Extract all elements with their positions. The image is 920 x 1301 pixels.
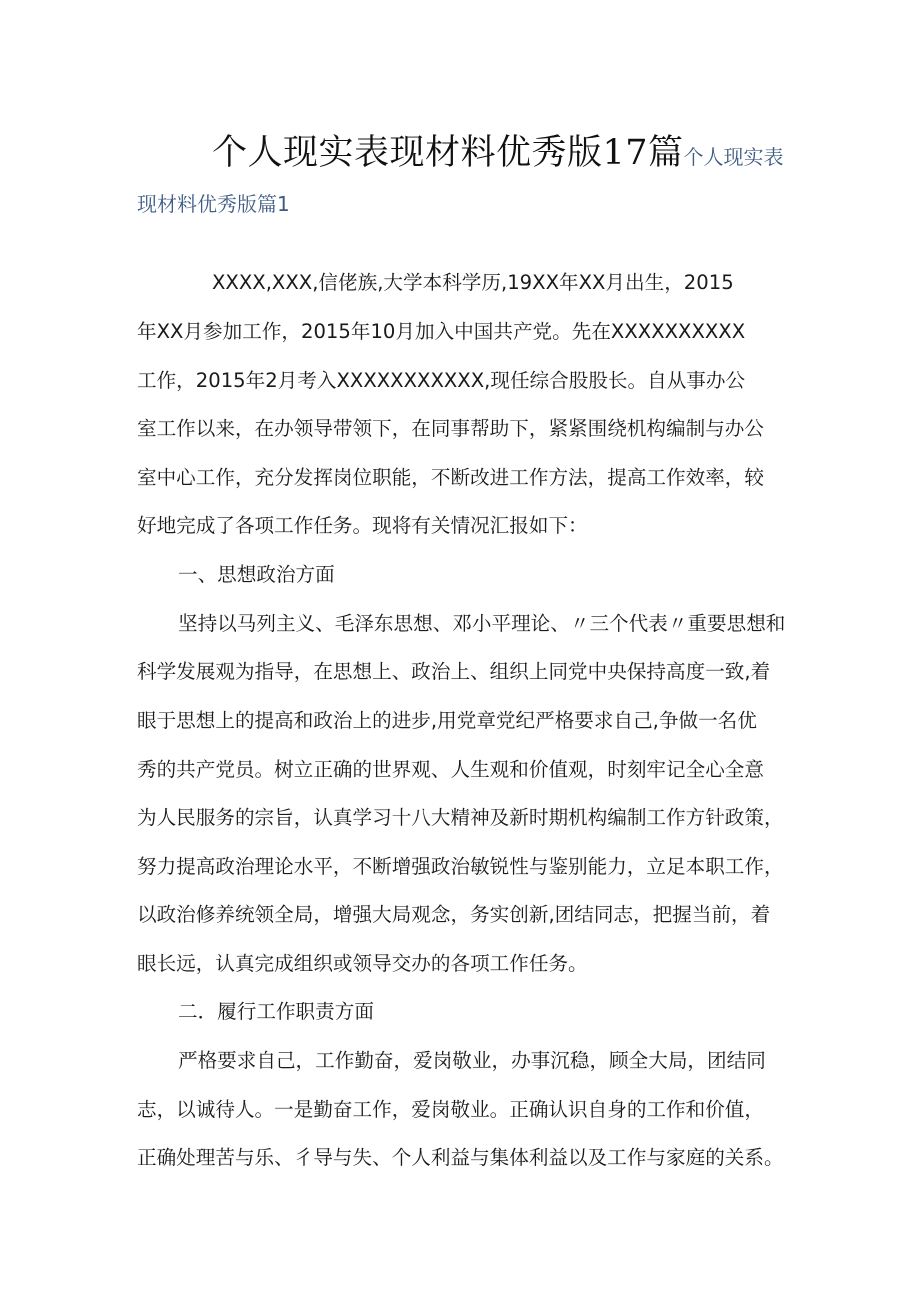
paragraph-line: 工作，2015年2月考入XXXXXXXXXXX,现任综合股股长。自从事办公 (137, 369, 746, 392)
paragraph-line: 眼长远，认真完成组织或领导交办的各项工作任务。 (137, 952, 588, 975)
paragraph-line: 以政治修养统领全局，增强大局观念，务实创新,团结同志，把握当前，着 (137, 903, 771, 926)
paragraph-line: 正确处理苦与乐、彳导与失、个人利益与集体利益以及工作与家庭的关系。 (137, 1146, 784, 1169)
document-title (212, 128, 784, 184)
paragraph-line: 好地完成了各项工作任务。现将有关情况汇报如下： (137, 514, 588, 537)
title-subtitle-part2: 现材料优秀版篇1 (137, 192, 290, 216)
paragraph-line: 科学发展观为指导，在思想上、政治上、组织上同党中央保持高度一致,着 (137, 660, 771, 683)
section-heading: 一、思想政治方面 (178, 563, 335, 586)
paragraph-line: XXXX,XXX,信佬族,大学本科学历,19XX年XX月出生，2015 (212, 271, 734, 294)
section-heading: 二．履行工作职责方面 (178, 1000, 374, 1023)
paragraph-line: 严格要求自己，工作勤奋，爱岗敬业，办事沉稳，顾全大局，团结同 (178, 1049, 766, 1072)
paragraph-line: 坚持以马列主义、毛泽东思想、邓小平理论、〃三个代表〃重要思想和 (178, 612, 786, 635)
paragraph-line: 努力提高政治理论水平，不断增强政治敏锐性与鉴别能力，立足本职工作， (137, 855, 784, 878)
paragraph-line: 室工作以来，在办领导带领下，在同事帮助下，紧紧围绕机构编制与办公 (137, 417, 764, 440)
title-subtitle-part1: 个人现实表 (683, 145, 784, 169)
paragraph-line: 年XX月参加工作，2015年10月加入中国共产党。先在XXXXXXXXXX (137, 320, 746, 343)
paragraph-line: 为人民服务的宗旨，认真学习十八大精神及新时期机构编制工作方针政策， (137, 806, 784, 829)
paragraph-line: 眼于思想上的提高和政治上的进步,用党章党纪严格要求自己,争做一名优 (137, 709, 757, 732)
paragraph-line: 秀的共产党员。树立正确的世界观、人生观和价值观，时刻牢记全心全意 (137, 758, 764, 781)
title-main: 个人现实表现材料优秀版17篇 (212, 133, 684, 173)
paragraph-line: 室中心工作，充分发挥岗位职能，不断改进工作方法，提高工作效率，较 (137, 466, 764, 489)
paragraph-line: 志，以诚待人。一是勤奋工作，爱岗敬业。正确认识自身的工作和价值， (137, 1098, 764, 1121)
